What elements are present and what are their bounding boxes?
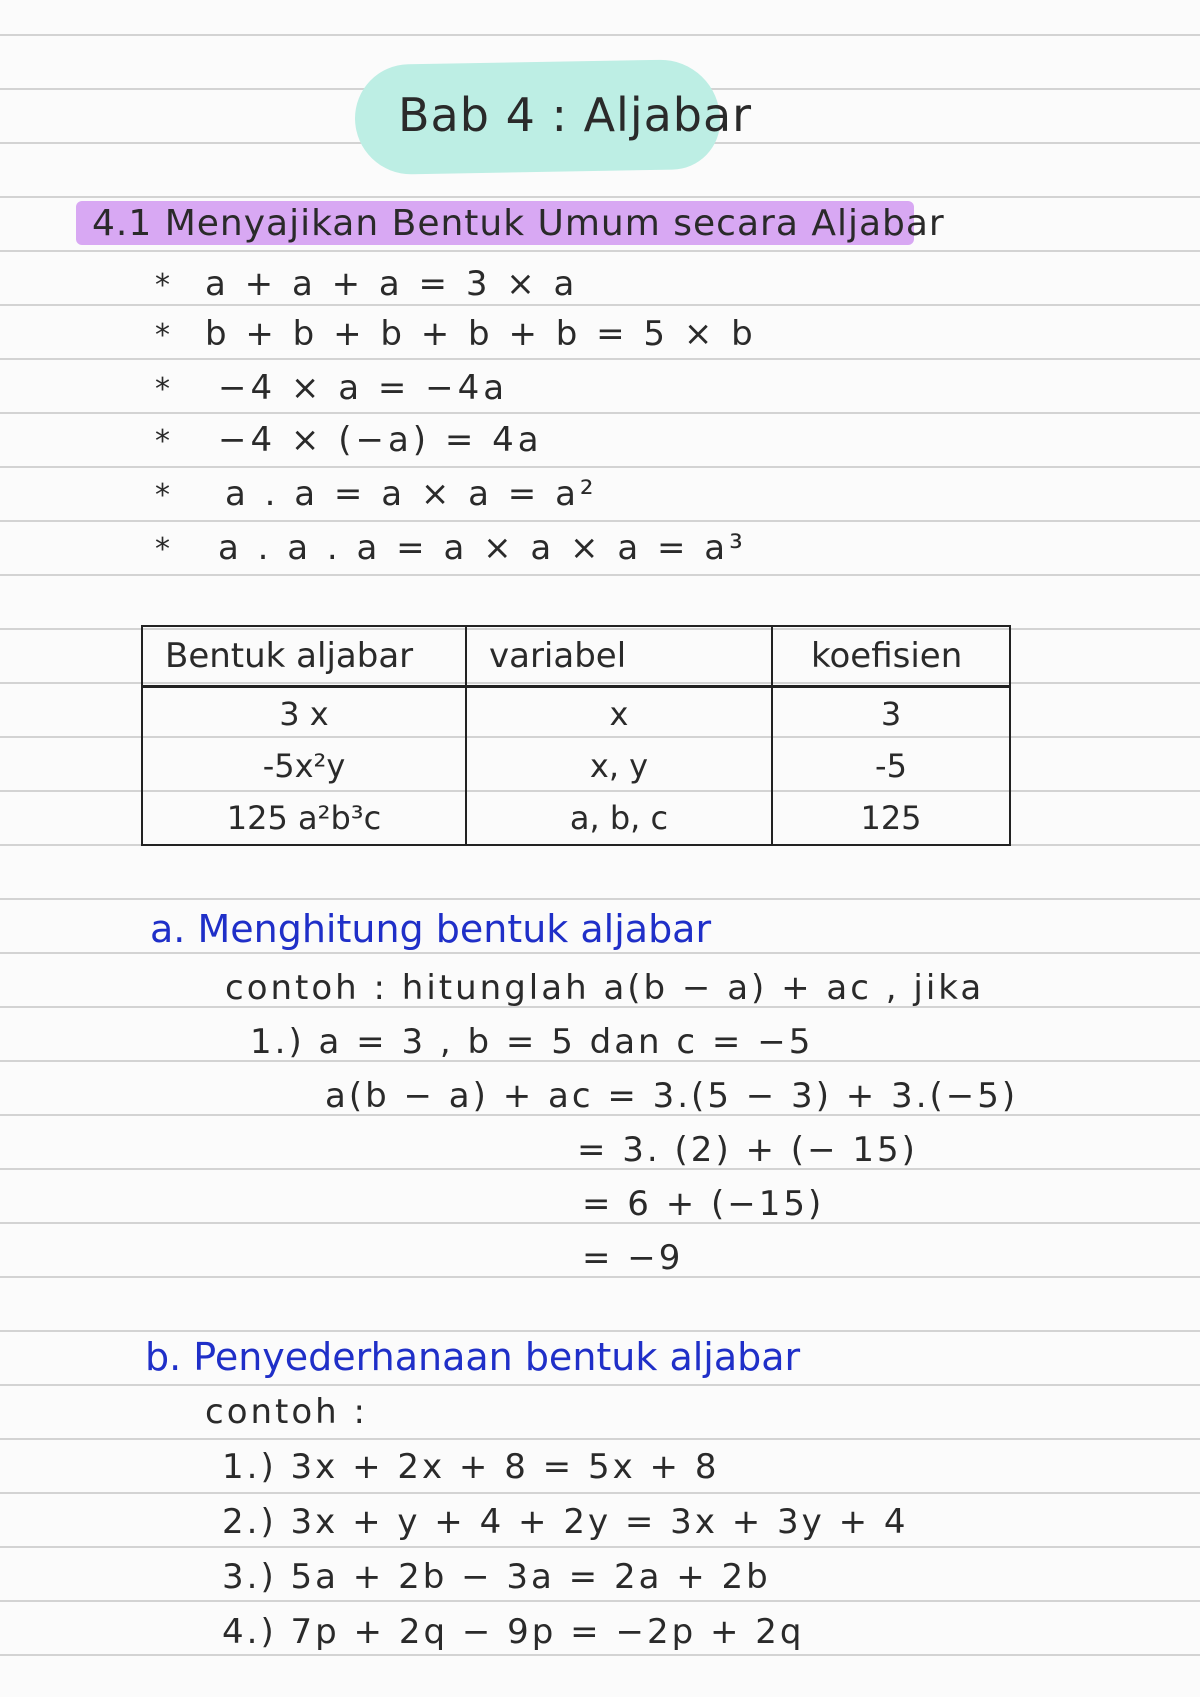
equation-item: a + a + a = 3 × a xyxy=(205,264,579,304)
simplify-example: 2.) 3x + y + 4 + 2y = 3x + 3y + 4 xyxy=(222,1502,909,1542)
equation-item: a . a = a × a = a² xyxy=(225,474,598,514)
simplify-example: 4.) 7p + 2q − 9p = −2p + 2q xyxy=(222,1612,805,1652)
given-values: 1.) a = 3 , b = 5 dan c = −5 xyxy=(250,1022,814,1062)
algebra-table xyxy=(141,625,1011,846)
table-row xyxy=(142,740,1010,792)
calc-step: a(b − a) + ac = 3.(5 − 3) + 3.(−5) xyxy=(325,1076,1019,1116)
heading-penyederhanaan: b. Penyederhanaan bentuk aljabar xyxy=(145,1335,801,1379)
header-bentuk-aljabar: Bentuk aljabar xyxy=(142,626,466,687)
cell-expression: 125 a²b³c xyxy=(142,792,466,845)
equation-item: −4 × (−a) = 4a xyxy=(218,420,543,460)
simplify-example: 3.) 5a + 2b − 3a = 2a + 2b xyxy=(222,1557,771,1597)
example-label: contoh : xyxy=(205,1392,368,1432)
header-koefisien: koefisien xyxy=(772,626,1010,687)
heading-menghitung: a. Menghitung bentuk aljabar xyxy=(150,907,712,951)
table-row xyxy=(142,687,1010,741)
calc-step: = −9 xyxy=(582,1238,684,1278)
equation-item: −4 × a = −4a xyxy=(218,368,509,408)
cell-coefficient: 125 xyxy=(772,792,1010,845)
simplify-example: 1.) 3x + 2x + 8 = 5x + 8 xyxy=(222,1447,720,1487)
calc-step: = 6 + (−15) xyxy=(582,1184,825,1224)
equation-item: a . a . a = a × a × a = a³ xyxy=(218,528,747,568)
cell-expression: 3 x xyxy=(142,687,466,741)
bullet-icon: * xyxy=(155,424,170,459)
header-variabel: variabel xyxy=(466,626,772,687)
cell-variable: a, b, c xyxy=(466,792,772,845)
equation-item: b + b + b + b + b = 5 × b xyxy=(205,314,757,354)
example-intro: contoh : hitunglah a(b − a) + ac , jika xyxy=(225,968,985,1008)
cell-expression: -5x²y xyxy=(142,740,466,792)
bullet-icon: * xyxy=(155,318,170,353)
section-title: 4.1 Menyajikan Bentuk Umum secara Aljabar xyxy=(92,203,945,244)
cell-variable: x, y xyxy=(466,740,772,792)
page-title: Bab 4 : Aljabar xyxy=(398,88,753,142)
calc-step: = 3. (2) + (− 15) xyxy=(577,1130,918,1170)
table-header-row xyxy=(142,626,1010,687)
cell-coefficient: -5 xyxy=(772,740,1010,792)
cell-coefficient: 3 xyxy=(772,687,1010,741)
bullet-icon: * xyxy=(155,532,170,567)
cell-variable: x xyxy=(466,687,772,741)
bullet-icon: * xyxy=(155,268,170,303)
bullet-icon: * xyxy=(155,372,170,407)
table-row xyxy=(142,792,1010,845)
bullet-icon: * xyxy=(155,478,170,513)
